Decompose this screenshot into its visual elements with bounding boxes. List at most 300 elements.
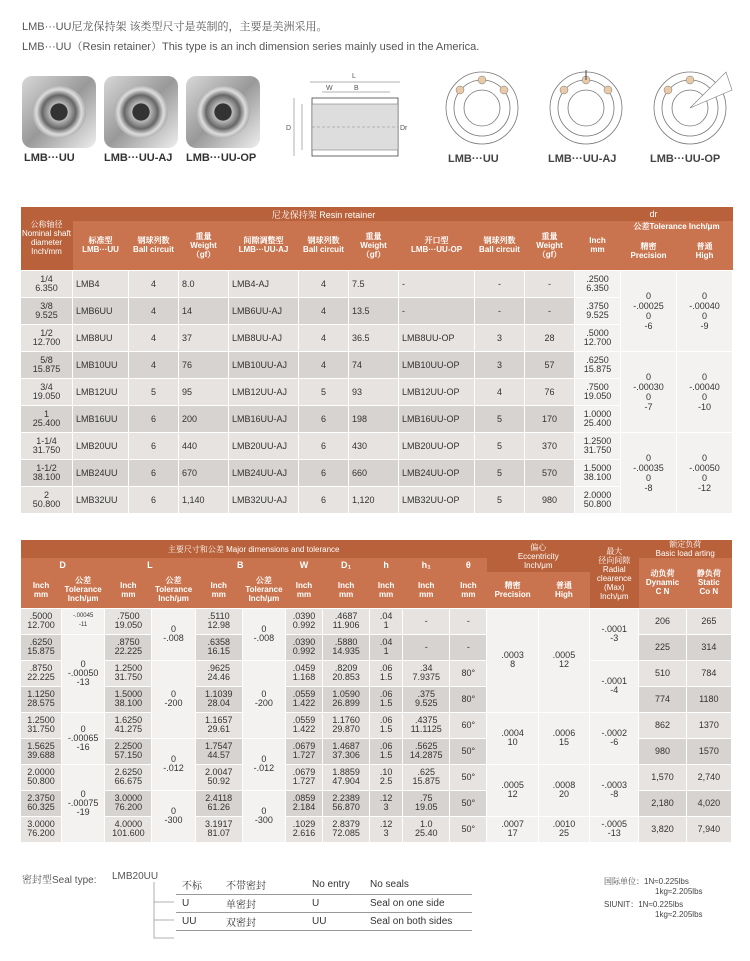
cell-ecc-prec: .0007 17 [487,816,538,842]
col-op: 开口型 LMB···UU-OP [399,221,475,270]
cell-b3: 5 [475,486,525,513]
col-theta: θ [450,558,487,572]
dr-mm: 38.100 [583,471,612,482]
col-L-inch: Inch mm [105,572,152,608]
cell-B: .5110 12.98 [195,608,242,634]
cell-b3: - [475,270,525,297]
cell-op: LMB10UU-OP [399,351,475,378]
col-D1-inch: Inch mm [322,572,369,608]
cell-b2: 6 [299,486,349,513]
col-L-tol: 公差 Tolerance Inch/μm [152,572,195,608]
cell-W: .1029 2.616 [286,816,323,842]
col-high: 普通 High [677,232,733,270]
dr-mm: 6.350 [586,282,609,293]
cell-W: .0459 1.168 [286,660,323,686]
cell-aj: LMB8UU-AJ [229,324,299,351]
nominal-mm: 12.700 [32,336,61,347]
cell-ecc-high: .0006 15 [538,712,589,764]
cell-std: LMB8UU [73,324,129,351]
cell-D1: .4687 11.906 [322,608,369,634]
cell-std: LMB20UU [73,432,129,459]
cell-w3: 570 [525,459,575,486]
tol-prec-b: 0 -7 [644,391,653,412]
cell-op: LMB8UU-OP [399,324,475,351]
cell-h1: .34 7.9375 [403,660,450,686]
cell-B: .9625 24.46 [195,660,242,686]
col-D1: D₁ [322,558,369,572]
seal-cell: 不带密封 [220,876,306,894]
tol-prec-a: 0 -.00030 [633,371,664,392]
tol-high-b: 0 -9 [700,310,709,331]
cell-theta: 80° [450,686,487,712]
col-prec: 精密 Precision [621,232,677,270]
dr-inch: .7500 [586,381,609,392]
drawing-letter-w: W [326,85,333,92]
dr-mm: 9.525 [586,309,609,320]
cell-static: 2,740 [686,764,731,790]
cell-h: .06 1.5 [370,712,403,738]
tol-high-cell [677,270,733,351]
cell-h: .06 1.5 [370,686,403,712]
cell-B-tol: 0 -.008 [242,608,285,660]
cell-aj: LMB16UU-AJ [229,405,299,432]
cell-std: LMB32UU [73,486,129,513]
cell-theta: 60° [450,712,487,738]
cell-w3: 170 [525,405,575,432]
product-photo-op [186,76,260,148]
product-photo-aj [104,76,178,148]
col-tol: 公差Tolerance Inch/μm [621,221,733,232]
col-major: 主要尺寸和公差 Major dimensions and tolerance [21,540,487,558]
cell-h1: .625 15.875 [403,764,450,790]
unit-line-3: SIUNIT：1N≈0.225lbs [604,900,684,909]
tol-high-a: 0 -.00050 [689,452,720,473]
nominal-mm: 6.350 [35,282,58,293]
col-aj: 间隙调整型 LMB···UU-AJ [229,221,299,270]
nominal-cell [21,297,73,324]
cell-w3: 76 [525,378,575,405]
cell-b3: 3 [475,351,525,378]
seal-cell: No entry [306,876,364,894]
tol-high-b: 0 -12 [698,472,712,493]
cell-static: 4,020 [686,790,731,816]
cell-L: 4.0000 101.600 [105,816,152,842]
cell-w3: 980 [525,486,575,513]
cell-L-tol: 0 -.008 [152,608,195,660]
tol-prec-b: 0 -6 [644,310,653,331]
nominal-mm: 50.800 [32,498,61,509]
dr-mm: 50.800 [583,498,612,509]
seal-cell: 双密封 [220,912,306,930]
col-inch: Inch mm [575,221,621,270]
cross-section-drawing [282,60,412,170]
cell-b1: 6 [129,486,179,513]
seal-table [176,876,472,931]
cell-theta: - [450,634,487,660]
cell-theta: 50° [450,816,487,842]
nominal-cell [21,324,73,351]
cell-op: LMB20UU-OP [399,432,475,459]
dr-inch-cell [575,405,621,432]
tol-prec-cell [621,432,677,513]
cell-w1: 14 [179,297,229,324]
cell-std: LMB6UU [73,297,129,324]
drawing-letter-d: D [286,125,292,132]
tol-high-b: 0 -10 [698,391,712,412]
cell-D1: 1.4687 37.306 [322,738,369,764]
cell-b2: 4 [299,270,349,297]
cell-h1: .375 9.525 [403,686,450,712]
nominal-frac: 5/8 [40,354,53,365]
cell-aj: LMB24UU-AJ [229,459,299,486]
cell-w1: 95 [179,378,229,405]
tol-prec-b: 0 -8 [644,472,653,493]
cell-b1: 6 [129,459,179,486]
photo-label-op: LMB···UU-OP [186,152,257,164]
cell-w3: - [525,297,575,324]
cell-w1: 440 [179,432,229,459]
seal-cell: Seal on both sides [364,912,472,930]
unit-line-4: 1kg≈2.205lbs [655,910,703,919]
cell-w3: 57 [525,351,575,378]
col-weight-1: 重量 Weight （gf） [179,221,229,270]
cell-radial: -.0001 -4 [590,660,639,712]
cell-theta: 80° [450,660,487,686]
nominal-cell [21,486,73,513]
cell-ecc-high: .0010 25 [538,816,589,842]
cell-L-tol: 0 -300 [152,790,195,842]
dr-mm: 15.875 [583,363,612,374]
cell-w1: 670 [179,459,229,486]
cell-D1: 1.1760 29.870 [322,712,369,738]
nominal-frac: 1/4 [40,273,53,284]
cell-theta: 50° [450,738,487,764]
photo-label-uu: LMB···UU [24,152,75,164]
col-dynamic: 动负荷 Dynamic C N [639,558,686,608]
cell-static: 265 [686,608,731,634]
cell-w1: 76 [179,351,229,378]
col-D: D [21,558,105,572]
cell-ecc-prec: .0005 12 [487,764,538,816]
cell-dynamic: 3,820 [639,816,686,842]
cell-B: 1.7547 44.57 [195,738,242,764]
cell-b2: 6 [299,459,349,486]
seal-cell: 不标 [176,876,220,894]
cell-b2: 4 [299,351,349,378]
dr-inch-cell [575,378,621,405]
col-W: W [286,558,323,572]
cell-D: 1.5625 39.688 [21,738,62,764]
nominal-mm: 15.875 [32,363,61,374]
nominal-mm: 19.050 [32,390,61,401]
col-ecc-high: 普通 High [538,572,589,608]
col-static: 静负荷 Static Co N [686,558,731,608]
col-std: 标准型 LMB···UU [73,221,129,270]
cell-W: .0390 0.992 [286,634,323,660]
cell-radial: -.0001 -3 [590,608,639,660]
nominal-cell [21,351,73,378]
ring-label-op: LMB···UU-OP [650,153,721,165]
cell-h1: - [403,634,450,660]
cell-w2: 198 [349,405,399,432]
cell-L: .7500 19.050 [105,608,152,634]
col-D-inch: Inch mm [21,572,62,608]
cell-L: 1.5000 38.100 [105,686,152,712]
col-B-tol: 公差 Tolerance Inch/μm [242,572,285,608]
cell-w1: 1,140 [179,486,229,513]
cell-D: .8750 22.225 [21,660,62,686]
cell-w3: 370 [525,432,575,459]
resin-retainer-table [20,207,733,514]
cell-D: 1.2500 31.750 [21,712,62,738]
cell-D1: 1.0590 26.899 [322,686,369,712]
cell-radial: -.0005 -13 [590,816,639,842]
tol-high-a: 0 -.00040 [689,371,720,392]
cell-radial: -.0002 -6 [590,712,639,764]
photo-label-aj: LMB···UU-AJ [104,152,173,164]
cell-b1: 4 [129,297,179,324]
cell-h1: .5625 14.2875 [403,738,450,764]
cell-dynamic: 2,180 [639,790,686,816]
cell-b2: 5 [299,378,349,405]
cell-b3: 3 [475,324,525,351]
cell-w2: 430 [349,432,399,459]
col-theta-inch: Inch mm [450,572,487,608]
tol-high-a: 0 -.00040 [689,290,720,311]
cell-w2: 36.5 [349,324,399,351]
cell-b1: 4 [129,324,179,351]
cell-w2: 13.5 [349,297,399,324]
cell-W: .0390 0.992 [286,608,323,634]
seal-cell: UU [176,912,220,930]
cell-std: LMB24UU [73,459,129,486]
col-dr: dr [575,207,733,221]
cell-aj: LMB12UU-AJ [229,378,299,405]
cell-b1: 6 [129,432,179,459]
seal-cell: U [176,894,220,912]
cell-h: .04 1 [370,608,403,634]
cell-L: 1.2500 31.750 [105,660,152,686]
seal-label: 密封型Seal type: [22,875,97,886]
col-W-inch: Inch mm [286,572,323,608]
cell-static: 7,940 [686,816,731,842]
dr-inch: .2500 [586,273,609,284]
nominal-cell [21,378,73,405]
cell-D: .5000 12.700 [21,608,62,634]
cell-B: 3.1917 81.07 [195,816,242,842]
major-dimensions-table [20,540,732,843]
cell-std: LMB4 [73,270,129,297]
drawing-letter-b: B [354,85,359,92]
col-D-tol: 公差 Tolerance Inch/μm [62,572,105,608]
cell-D1: 2.8379 72.085 [322,816,369,842]
seal-cell: 单密封 [220,894,306,912]
col-nominal: 公称轴径 Nominal shaft diameter Inch/mm [21,207,73,270]
cell-h: .06 1.5 [370,738,403,764]
col-B-inch: Inch mm [195,572,242,608]
nominal-mm: 25.400 [32,417,61,428]
cell-aj: LMB10UU-AJ [229,351,299,378]
col-L: L [105,558,195,572]
col-load: 额定负荷 Basic load arting [639,540,732,558]
dr-inch: .3750 [586,300,609,311]
cell-b3: - [475,297,525,324]
nominal-cell [21,459,73,486]
col-ecc-prec: 精密 Precision [487,572,538,608]
cell-std: LMB10UU [73,351,129,378]
dr-inch: 1.0000 [583,408,612,419]
drawing-letter-l: L [352,73,356,80]
nominal-cell [21,432,73,459]
cell-D-tol: 0 -.00050 -13 [62,634,105,712]
cell-b1: 6 [129,405,179,432]
cell-D: 2.3750 60.325 [21,790,62,816]
tol-prec-cell [621,270,677,351]
cell-b2: 6 [299,405,349,432]
cell-B: 1.1039 28.04 [195,686,242,712]
cell-h: .12 3 [370,790,403,816]
dr-inch-cell [575,459,621,486]
cell-D1: 1.8859 47.904 [322,764,369,790]
cell-ecc-high: .0008 20 [538,764,589,816]
cell-D: .6250 15.875 [21,634,62,660]
cell-w3: - [525,270,575,297]
cell-w2: 74 [349,351,399,378]
cell-w1: 37 [179,324,229,351]
cell-W: .0859 2.184 [286,790,323,816]
cell-D: 2.0000 50.800 [21,764,62,790]
cell-aj: LMB4-AJ [229,270,299,297]
cell-D1: .5880 14.935 [322,634,369,660]
cell-b1: 5 [129,378,179,405]
cell-dynamic: 206 [639,608,686,634]
cell-radial: -.0003 -8 [590,764,639,816]
cell-w2: 7.5 [349,270,399,297]
cell-B: 1.1657 29.61 [195,712,242,738]
cell-B: 2.4118 61.26 [195,790,242,816]
cell-h1: .4375 11.1125 [403,712,450,738]
nominal-frac: 1-1/4 [36,435,57,446]
seal-cell: U [306,894,364,912]
dr-mm: 25.400 [583,417,612,428]
header-line-en: LMB···UU（Resin retainer）This type is an inch dimension series mainly used in the America. [22,41,480,53]
cell-L: 2.6250 66.675 [105,764,152,790]
dr-inch-cell [575,270,621,297]
cell-theta: 50° [450,764,487,790]
cell-b2: 6 [299,432,349,459]
nominal-frac: 1 [43,408,49,419]
col-h-inch: Inch mm [370,572,403,608]
cell-L: 2.2500 57.150 [105,738,152,764]
cell-h: .04 1 [370,634,403,660]
cell-aj: LMB20UU-AJ [229,432,299,459]
seal-cell: UU [306,912,364,930]
cell-dynamic: 1,570 [639,764,686,790]
cell-b2: 4 [299,297,349,324]
cell-dynamic: 225 [639,634,686,660]
cell-std: LMB12UU [73,378,129,405]
cell-b3: 5 [475,432,525,459]
product-photo-uu [22,76,96,148]
cell-std: LMB16UU [73,405,129,432]
seal-cell: Seal on one side [364,894,472,912]
dr-inch-cell [575,432,621,459]
nominal-frac: 1/2 [40,327,53,338]
drawing-letter-dr: Dr [400,125,408,132]
dr-inch: 1.5000 [583,462,612,473]
cell-h: .10 2.5 [370,764,403,790]
header-line-cn: LMB···UU尼龙保持架 该类型尺寸是英制的，主要是美洲采用。 [22,21,328,33]
cell-op: LMB32UU-OP [399,486,475,513]
col-ball-2: 钢球列数 Ball circuit [299,221,349,270]
cell-w2: 660 [349,459,399,486]
col-weight-3: 重量 Weight （gf） [525,221,575,270]
nominal-mm: 31.750 [32,444,61,455]
cell-B-tol: 0 -300 [242,790,285,842]
cell-op: LMB12UU-OP [399,378,475,405]
ring-label-aj: LMB···UU-AJ [548,153,617,165]
cell-aj: LMB6UU-AJ [229,297,299,324]
cell-ecc-prec: .0004 10 [487,712,538,764]
dr-inch-cell [575,297,621,324]
cell-static: 1370 [686,712,731,738]
cell-ecc-prec: .0003 8 [487,608,538,712]
dr-mm: 19.050 [583,390,612,401]
cell-op: LMB24UU-OP [399,459,475,486]
cell-b1: 4 [129,270,179,297]
col-weight-2: 重量 Weight （gf） [349,221,399,270]
cell-w2: 93 [349,378,399,405]
cell-W: .0679 1.727 [286,738,323,764]
dr-mm: 31.750 [583,444,612,455]
cell-b3: 5 [475,405,525,432]
cell-W: .0559 1.422 [286,712,323,738]
tol-high-cell [677,351,733,432]
dr-mm: 12.700 [583,336,612,347]
cell-L: .8750 22.225 [105,634,152,660]
col-B: B [195,558,285,572]
seal-example: LMB20UU [112,871,159,882]
nominal-mm: 38.100 [32,471,61,482]
seal-cell: No seals [364,876,472,894]
nominal-mm: 9.525 [35,309,58,320]
col-resin: 尼龙保持架 Resin retainer [73,207,575,221]
cell-b3: 5 [475,459,525,486]
cell-dynamic: 510 [639,660,686,686]
cell-w2: 1,120 [349,486,399,513]
col-radial: 最大 径向间隙 Radial clearence (Max) Inch/μm [590,540,639,608]
cell-B: .6358 16.15 [195,634,242,660]
tol-prec-a: 0 -.00035 [633,452,664,473]
cell-h1: 1.0 25.40 [403,816,450,842]
tol-prec-cell [621,351,677,432]
cell-W: .0559 1.422 [286,686,323,712]
cell-op: LMB16UU-OP [399,405,475,432]
nominal-cell [21,405,73,432]
cell-h: .12 3 [370,816,403,842]
cell-B-tol: 0 -200 [242,660,285,738]
cell-h: .06 1.5 [370,660,403,686]
cell-w1: 8.0 [179,270,229,297]
cell-dynamic: 980 [639,738,686,764]
cell-op: - [399,297,475,324]
cell-h1: .75 19.05 [403,790,450,816]
tol-high-cell [677,432,733,513]
cell-static: 314 [686,634,731,660]
col-h1: h₁ [403,558,450,572]
cell-op: - [399,270,475,297]
cell-D-tol: 0 -.00065 -16 [62,712,105,764]
